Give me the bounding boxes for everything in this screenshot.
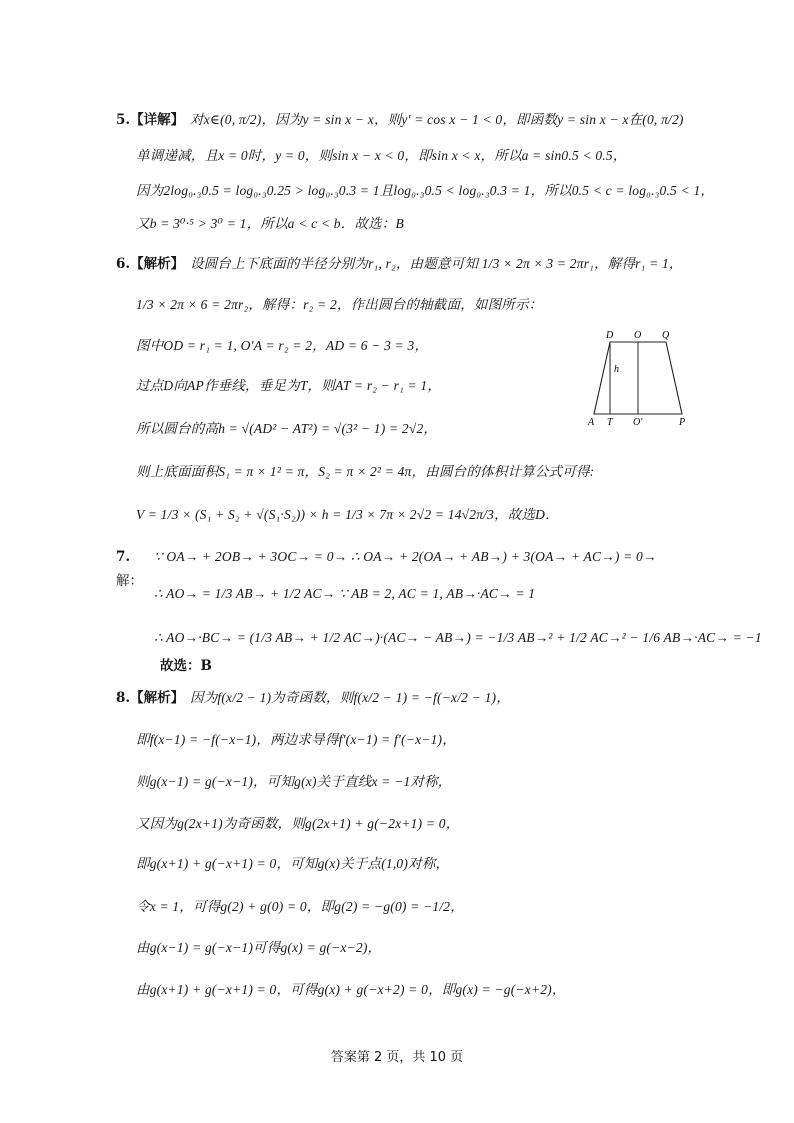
problem-6-line-1: 设圆台上下底面的半径分别为r₁, r₂，由题意可知 1/3 × 2π × 3 = 2πr₁，解得r₁ = 1， (190, 256, 683, 271)
label-P: P (679, 417, 686, 428)
problem-8-line-4: 又因为g(2x+1)为奇函数，则g(2x+1) + g(−2x+1) = 0， (136, 816, 460, 831)
problem-5-label: 5.【详解】 (116, 112, 185, 128)
problem-6-line-3: 图中OD = r₁ = 1, O′A = r₂ = 2，AD = 6 − 3 = 3， (136, 338, 429, 353)
label-T: T (607, 417, 613, 428)
problem-8-line-2: 即f(x−1) = −f(−x−1)，两边求导得f′(x−1) = f′(−x−1)， (136, 732, 456, 747)
problem-8-line-8: 由g(x+1) + g(−x+1) = 0，可得g(x) + g(−x+2) = 0，即g(x) = −g(−x+2)， (136, 982, 566, 997)
problem-6-label: 6.【解析】 (116, 256, 185, 272)
problem-8-line-6: 令x = 1，可得g(2) + g(0) = 0，即g(2) = −g(0) = −1/2， (136, 899, 464, 914)
problem-7-line-2: ∴ AO→ = 1/3 AB→ + 1/2 AC→ ∵ AB = 2, AC = 1, AB→·AC→ = 1 (154, 586, 536, 601)
label-O: O (634, 330, 642, 341)
problem-7-answer: 故选：B (160, 658, 212, 674)
problem-7-label: 7. (116, 549, 131, 565)
label-A: A (588, 417, 595, 428)
label-h: h (614, 364, 619, 375)
page-footer: 答案第 2 页，共 10 页 (330, 1050, 464, 1065)
problem-5-line-4: 又b = 3⁰·⁵ > 3⁰ = 1，所以a < c < b．故选：B (136, 216, 404, 231)
problem-7-line-1: ∵ OA→ + 2OB→ + 3OC→ = 0→ ∴ OA→ + 2(OA→ + AB→) + 3(OA→ + AC→) = 0→ (154, 549, 657, 564)
problem-6-line-4: 过点D向AP作垂线，垂足为T，则AT = r₂ − r₁ = 1， (136, 378, 442, 393)
problem-5-line-2: 单调递减，且x = 0时，y = 0，则sin x − x < 0，即sin x < x，所以a = sin0.5 < 0.5， (136, 148, 627, 163)
label-O-prime: O′ (633, 417, 643, 428)
problem-6-line-6: 则上底面面积S₁ = π × 1² = π，S₂ = π × 2² = 4π，由圆台的体积计算公式可得: (136, 464, 595, 479)
problem-7-line-3: ∴ AO→·BC→ = (1/3 AB→ + 1/2 AC→)·(AC→ − AB→) = −1/3 AB→² + 1/2 AC→² − 1/6 AB→·AC→ = −1 (154, 630, 762, 645)
problem-5-line-3: 因为2log₀.₃0.5 = log₀.₃0.25 > log₀.₃0.3 = 1且log₀.₃0.5 < log₀.₃0.3 = 1，所以0.5 < c = log₀.₃0.5 < 1， (136, 183, 715, 198)
problem-8-label: 8.【解析】 (116, 690, 185, 706)
label-D: D (606, 330, 614, 341)
frustum-cross-section-figure (586, 328, 696, 428)
problem-8-line-5: 即g(x+1) + g(−x+1) = 0，可知g(x)关于点(1,0)对称， (136, 856, 450, 871)
problem-8-line-7: 由g(x−1) = g(−x−1)可得g(x) = g(−x−2)， (136, 940, 382, 955)
problem-6-line-2: 1/3 × 2π × 6 = 2πr₂，解得：r₂ = 2，作出圆台的轴截面，如图所示： (136, 297, 543, 312)
problem-8-line-3: 则g(x−1) = g(−x−1)，可知g(x)关于直线x = −1对称， (136, 774, 452, 789)
problem-7-solution-label: 解： (116, 573, 143, 589)
label-Q: Q (662, 330, 670, 341)
problem-6-line-5: 所以圆台的高h = √(AD² − AT²) = √(3² − 1) = 2√2， (136, 421, 438, 436)
problem-5-line-1: 对x∈(0, π/2)，因为y = sin x − x，则y′ = cos x − 1 < 0，即函数y = sin x − x在(0, π/2) (190, 112, 684, 127)
problem-6-line-7: V = 1/3 × (S₁ + S₂ + √(S₁·S₂)) × h = 1/3 × 7π × 2√2 = 14√2π/3，故选D． (136, 507, 559, 522)
problem-8-line-1: 因为f(x/2 − 1)为奇函数，则f(x/2 − 1) = −f(−x/2 − 1)， (190, 690, 510, 705)
